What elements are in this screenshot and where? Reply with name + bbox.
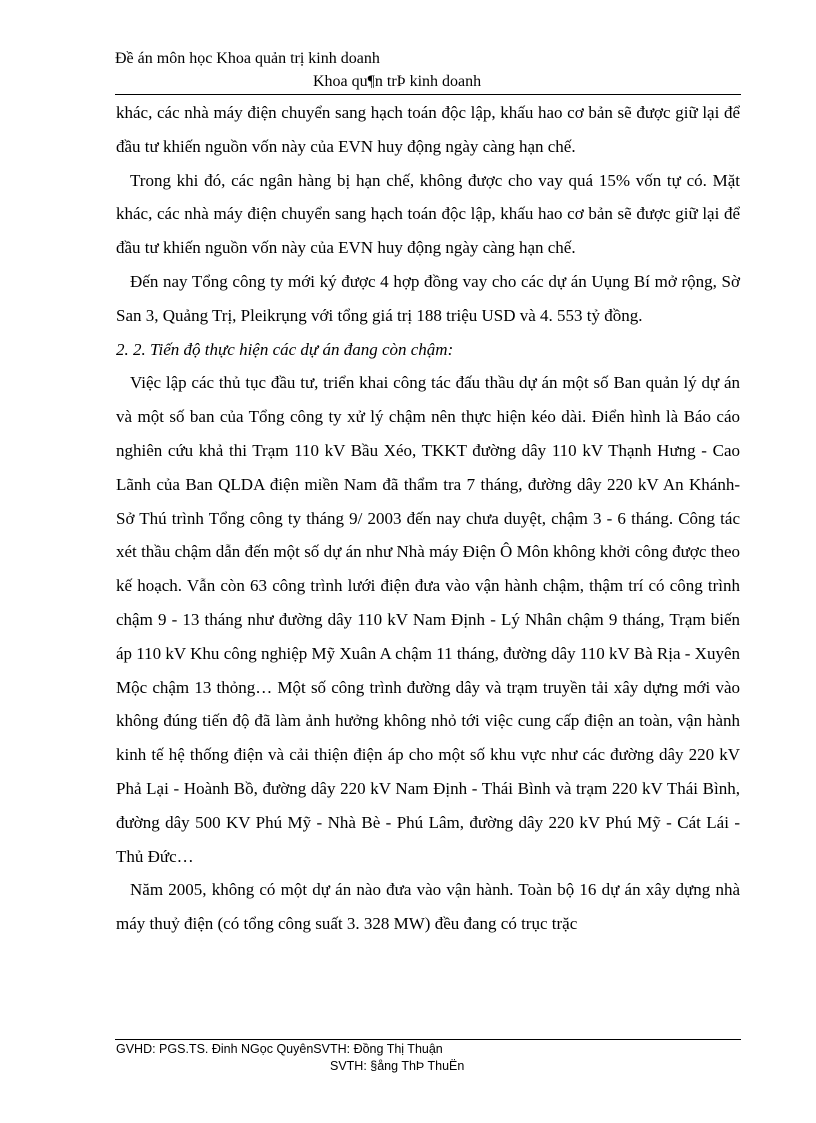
paragraph-2: Trong khi đó, các ngân hàng bị hạn chế, không được cho vay quá 15% vốn tự có. Mặt khác, các nhà máy điện chuyển sang hạch toán độc lập, khấu hao cơ bản sẽ được giữ lại để đầu tư khiến nguồn vốn này của EVN huy động ngày càng hạn chế.	[116, 170, 740, 258]
footer-supervisor: GVHD: PGS.TS. Đinh NGọc QuyênSVTH: Đồng Thị Thuận	[116, 1042, 443, 1056]
paragraph-3: Đến nay Tổng công ty mới ký được 4 hợp đồng vay cho các dự án Uụng Bí mở rộng, Sờ San 3, Quảng Trị, Pleikrụng với tổng giá trị 188 triệu USD và 4. 553 tỷ đồng.	[116, 271, 740, 325]
paragraph-5: Năm 2005, không có một dự án nào đưa vào vận hành. Toàn bộ 16 dự án xây dựng nhà máy thuỷ điện (có tổng công suất 3. 328 MW) đều đang có trục trặc	[116, 880, 740, 934]
document-body	[116, 96, 740, 941]
header-divider	[115, 94, 741, 95]
footer-divider	[115, 1039, 741, 1040]
header-faculty: Khoa qu¶n trÞ kinh doanh	[313, 73, 482, 90]
paragraph-1: khác, các nhà máy điện chuyển sang hạch toán độc lập, khấu hao cơ bản sẽ được giữ lại để đầu tư khiến nguồn vốn này của EVN huy động ngày càng hạn chế.	[116, 103, 740, 156]
header-course-title: Đề án môn học Khoa quản trị kinh doanh	[115, 50, 380, 67]
section-heading: 2. 2. Tiến độ thực hiện các dự án đang còn chậm:	[116, 339, 454, 359]
paragraph-4: Việc lập các thủ tục đầu tư, triển khai công tác đấu thầu dự án một số Ban quản lý dự án và một số ban của Tổng công ty xử lý chậm nên thực hiện kéo dài. Điển hình là Báo cáo nghiên cứu khả thi Trạm 110 kV Bầu Xéo, TKKT đường dây 110 kV Thạnh Hưng - Cao Lãnh của Ban QLDA điện miền Nam đã thẩm tra 7 tháng, đường dây 220 kV An Khánh- Sở Thú trình Tổng công ty tháng 9/ 2003 đến nay chưa duyệt, chậm 3 - 6 tháng. Công tác xét thầu chậm dẫn đến một số dự án như Nhà máy Điện Ô Môn không khởi công được theo kế hoạch. Vẫn còn 63 công trình lưới điện đưa vào vận hành chậm, thậm trí có công trình chậm 9 - 13 tháng như đường dây 110 kV Nam Định - Lý Nhân chậm 9 tháng, Trạm biến áp 110 kV Khu công nghiệp Mỹ Xuân A chậm 11 tháng, đường dây 110 kV Bà Rịa - Xuyên Mộc chậm 13 thỏng… Một số công trình đường dây và trạm truyền tải xây dựng mới vào không đúng tiến độ đã làm ảnh hưởng không nhỏ tới việc cung cấp điện an toàn, vận hành kinh tế hệ thống điện và cải thiện điện áp cho một số khu vực như các đường dây 220 kV Phả Lại - Hoành Bồ, đường dây 220 kV Nam Định - Thái Bình và trạm 220 kV Thái Bình, đường dây 500 KV Phú Mỹ - Nhà Bè - Phú Lâm, đường dây 220 kV Phú Mỹ - Cát Lái - Thủ Đức…	[116, 373, 740, 866]
footer-student: SVTH: §ång ThÞ ThuËn	[330, 1059, 465, 1073]
